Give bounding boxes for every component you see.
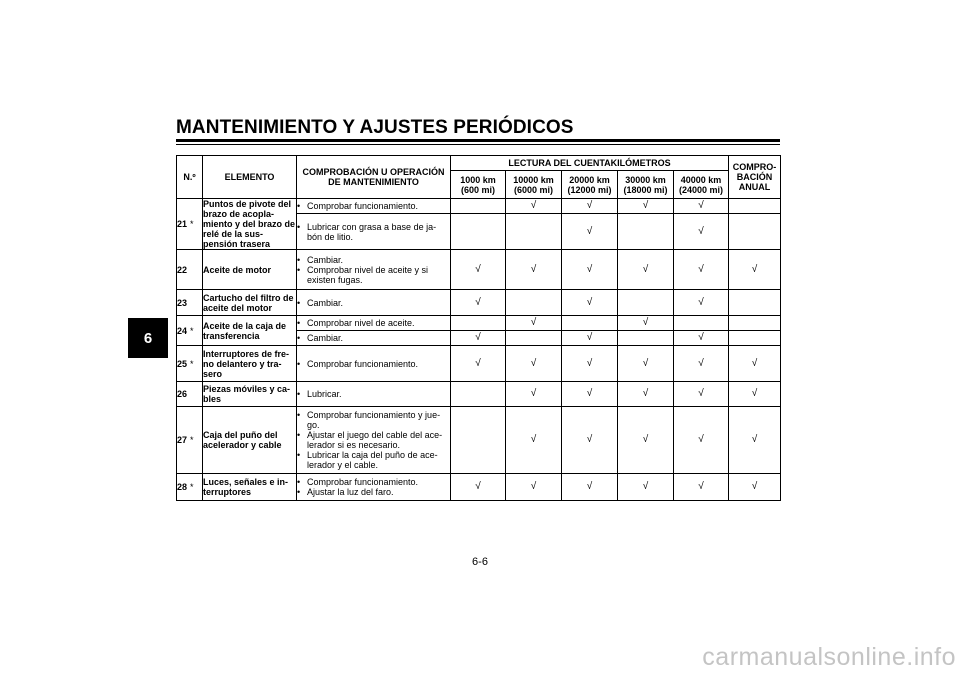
check-mark: √	[562, 407, 618, 474]
row-element: Puntos de pivote del brazo de acopla-miento y del brazo de relé de la sus-pensión trasera	[203, 199, 296, 249]
row-number-text: 24	[177, 325, 188, 336]
row-number: 26	[177, 382, 203, 407]
check-mark: √	[562, 199, 618, 214]
empty-cell	[618, 214, 674, 250]
row-operation	[297, 474, 451, 501]
check-mark: √	[618, 250, 674, 290]
col-header-no: N.º	[177, 156, 203, 199]
check-mark: √	[618, 407, 674, 474]
km-value: 40000 km	[680, 174, 722, 185]
operation-item: • Lubricar.	[297, 389, 450, 399]
check-mark: √	[506, 316, 562, 331]
check-mark: √	[674, 382, 729, 407]
empty-cell	[451, 407, 506, 474]
row-number-text: 21	[177, 219, 188, 229]
km-value: 20000 km	[569, 174, 610, 185]
col-header-operation-line2: DE MANTENIMIENTO	[328, 177, 419, 187]
row-number	[177, 316, 203, 346]
mi-value: (18000 mi)	[623, 184, 668, 195]
empty-cell	[729, 331, 781, 346]
check-mark: √	[451, 250, 506, 290]
check-mark: √	[562, 290, 618, 316]
check-mark: √	[562, 382, 618, 407]
operation-item: • Lubricar la caja del puño de ace-lerador y el cable.	[297, 450, 450, 470]
operation-item: • Cambiar.	[297, 333, 450, 343]
check-mark: √	[618, 474, 674, 501]
mi-value: (6000 mi)	[513, 184, 554, 195]
col-header-annual-line2: BACIÓN	[736, 172, 773, 182]
operation-item: • Comprobar funcionamiento.	[297, 201, 450, 211]
col-header-annual-line1: COMPRO-	[732, 162, 777, 172]
star-mark: *	[190, 325, 194, 336]
empty-cell	[618, 331, 674, 346]
operation-item: • Cambiar.	[297, 298, 450, 308]
row-number-text: 27	[177, 435, 188, 445]
check-mark: √	[618, 316, 674, 331]
watermark: carmanualsonline.info	[702, 643, 956, 671]
col-header-operation-line1: COMPROBACIÓN U OPERACIÓN	[302, 167, 445, 177]
row-element: Interruptores de fre-no delantero y tra-sero	[203, 346, 297, 382]
check-mark: √	[451, 474, 506, 501]
check-mark: √	[451, 290, 506, 316]
row-operation	[297, 407, 451, 474]
row-operation	[297, 199, 451, 214]
check-mark: √	[506, 474, 562, 501]
empty-cell	[729, 214, 781, 250]
check-mark: √	[729, 407, 781, 474]
operation-item: • Ajustar la luz del faro.	[297, 487, 450, 497]
row-element: Piezas móviles y ca-bles	[203, 382, 297, 407]
col-header-km-3	[562, 171, 618, 199]
col-header-km-5	[674, 171, 729, 199]
operation-item: • Cambiar.	[297, 255, 450, 265]
col-header-km-4	[618, 171, 674, 199]
check-mark: √	[729, 474, 781, 501]
check-mark: √	[451, 346, 506, 382]
col-header-annual-line3: ANUAL	[738, 182, 771, 192]
check-mark: √	[562, 214, 618, 250]
empty-cell	[506, 331, 562, 346]
check-mark: √	[674, 407, 729, 474]
mi-value: (24000 mi)	[678, 184, 724, 195]
check-mark: √	[451, 331, 506, 346]
table-row	[177, 474, 781, 501]
empty-cell	[729, 316, 781, 331]
title-rule-thin	[176, 144, 780, 145]
col-header-element: ELEMENTO	[203, 156, 297, 199]
km-value: 10000 km	[513, 174, 554, 185]
check-mark: √	[674, 250, 729, 290]
check-mark: √	[729, 250, 781, 290]
row-number: 22	[177, 250, 203, 290]
table-row	[177, 250, 781, 290]
mi-value: (12000 mi)	[567, 184, 612, 195]
star-mark: *	[190, 435, 194, 445]
table-row	[177, 290, 781, 316]
check-mark: √	[618, 346, 674, 382]
km-value: 1000 km	[460, 174, 496, 185]
row-element: Caja del puño del acelerador y cable	[203, 407, 297, 474]
check-mark: √	[674, 474, 729, 501]
row-number	[177, 474, 203, 501]
empty-cell	[562, 316, 618, 331]
star-mark: *	[190, 358, 194, 369]
check-mark: √	[618, 199, 674, 214]
empty-cell	[451, 199, 506, 214]
empty-cell	[618, 290, 674, 316]
row-number: 21 *	[177, 199, 203, 250]
operation-item: • Lubricar con grasa a base de ja-bón de litio.	[297, 222, 450, 242]
check-mark: √	[729, 382, 781, 407]
star-mark: *	[190, 482, 194, 492]
check-mark: √	[506, 407, 562, 474]
empty-cell	[674, 316, 729, 331]
row-element: Aceite de la caja de transferencia	[203, 316, 297, 346]
check-mark: √	[729, 346, 781, 382]
check-mark: √	[506, 250, 562, 290]
mi-value: (600 mi)	[460, 184, 495, 195]
maintenance-table	[176, 155, 781, 501]
check-mark: √	[506, 199, 562, 214]
operation-item: • Ajustar el juego del cable del ace-lerador si es necesario.	[297, 430, 450, 450]
check-mark: √	[506, 382, 562, 407]
row-element: Luces, señales e in-terruptores	[203, 474, 297, 501]
page-number: 6-6	[472, 556, 488, 568]
check-mark: √	[506, 346, 562, 382]
check-mark: √	[562, 331, 618, 346]
empty-cell	[451, 316, 506, 331]
row-number	[177, 407, 203, 474]
empty-cell	[729, 199, 781, 214]
row-number-text: 28	[177, 482, 188, 492]
operation-item: • Comprobar funcionamiento y jue-go.	[297, 410, 450, 430]
page-title: MANTENIMIENTO Y AJUSTES PERIÓDICOS	[176, 117, 574, 138]
empty-cell	[729, 290, 781, 316]
row-number-text: 25	[177, 358, 188, 369]
empty-cell	[506, 214, 562, 250]
check-mark: √	[562, 346, 618, 382]
title-rule	[176, 139, 780, 142]
operation-item: • Comprobar nivel de aceite.	[297, 318, 450, 328]
table-row	[177, 407, 781, 474]
empty-cell	[451, 214, 506, 250]
check-mark: √	[674, 290, 729, 316]
table-row	[177, 382, 781, 407]
check-mark: √	[674, 346, 729, 382]
col-header-km-1	[451, 171, 506, 199]
operation-item: • Comprobar funcionamiento.	[297, 477, 450, 487]
col-header-odometer: LECTURA DEL CUENTAKILÓMETROS	[451, 156, 729, 171]
chapter-tab: 6	[128, 318, 168, 358]
col-header-km-2	[506, 171, 562, 199]
empty-cell	[506, 290, 562, 316]
check-mark: √	[562, 250, 618, 290]
operation-item: • Comprobar funcionamiento.	[297, 359, 450, 369]
row-element: Aceite de motor	[203, 250, 297, 290]
row-operation	[297, 250, 451, 290]
check-mark: √	[674, 214, 729, 250]
table-row	[177, 199, 781, 214]
check-mark: √	[674, 199, 729, 214]
row-number	[177, 346, 203, 382]
table-row	[177, 316, 781, 331]
operation-item: • Comprobar nivel de aceite y si existen fugas.	[297, 265, 450, 285]
empty-cell	[451, 382, 506, 407]
col-header-annual	[729, 156, 781, 199]
check-mark: √	[674, 331, 729, 346]
row-operation	[297, 346, 451, 382]
table-row	[177, 346, 781, 382]
row-number: 23	[177, 290, 203, 316]
row-operation	[297, 382, 451, 407]
col-header-operation	[297, 156, 451, 199]
check-mark: √	[618, 382, 674, 407]
check-mark: √	[562, 474, 618, 501]
km-value: 30000 km	[625, 174, 666, 185]
row-operation	[297, 214, 451, 250]
row-element: Cartucho del filtro de aceite del motor	[203, 290, 297, 316]
row-operation	[297, 331, 451, 346]
row-operation	[297, 316, 451, 331]
row-operation	[297, 290, 451, 316]
